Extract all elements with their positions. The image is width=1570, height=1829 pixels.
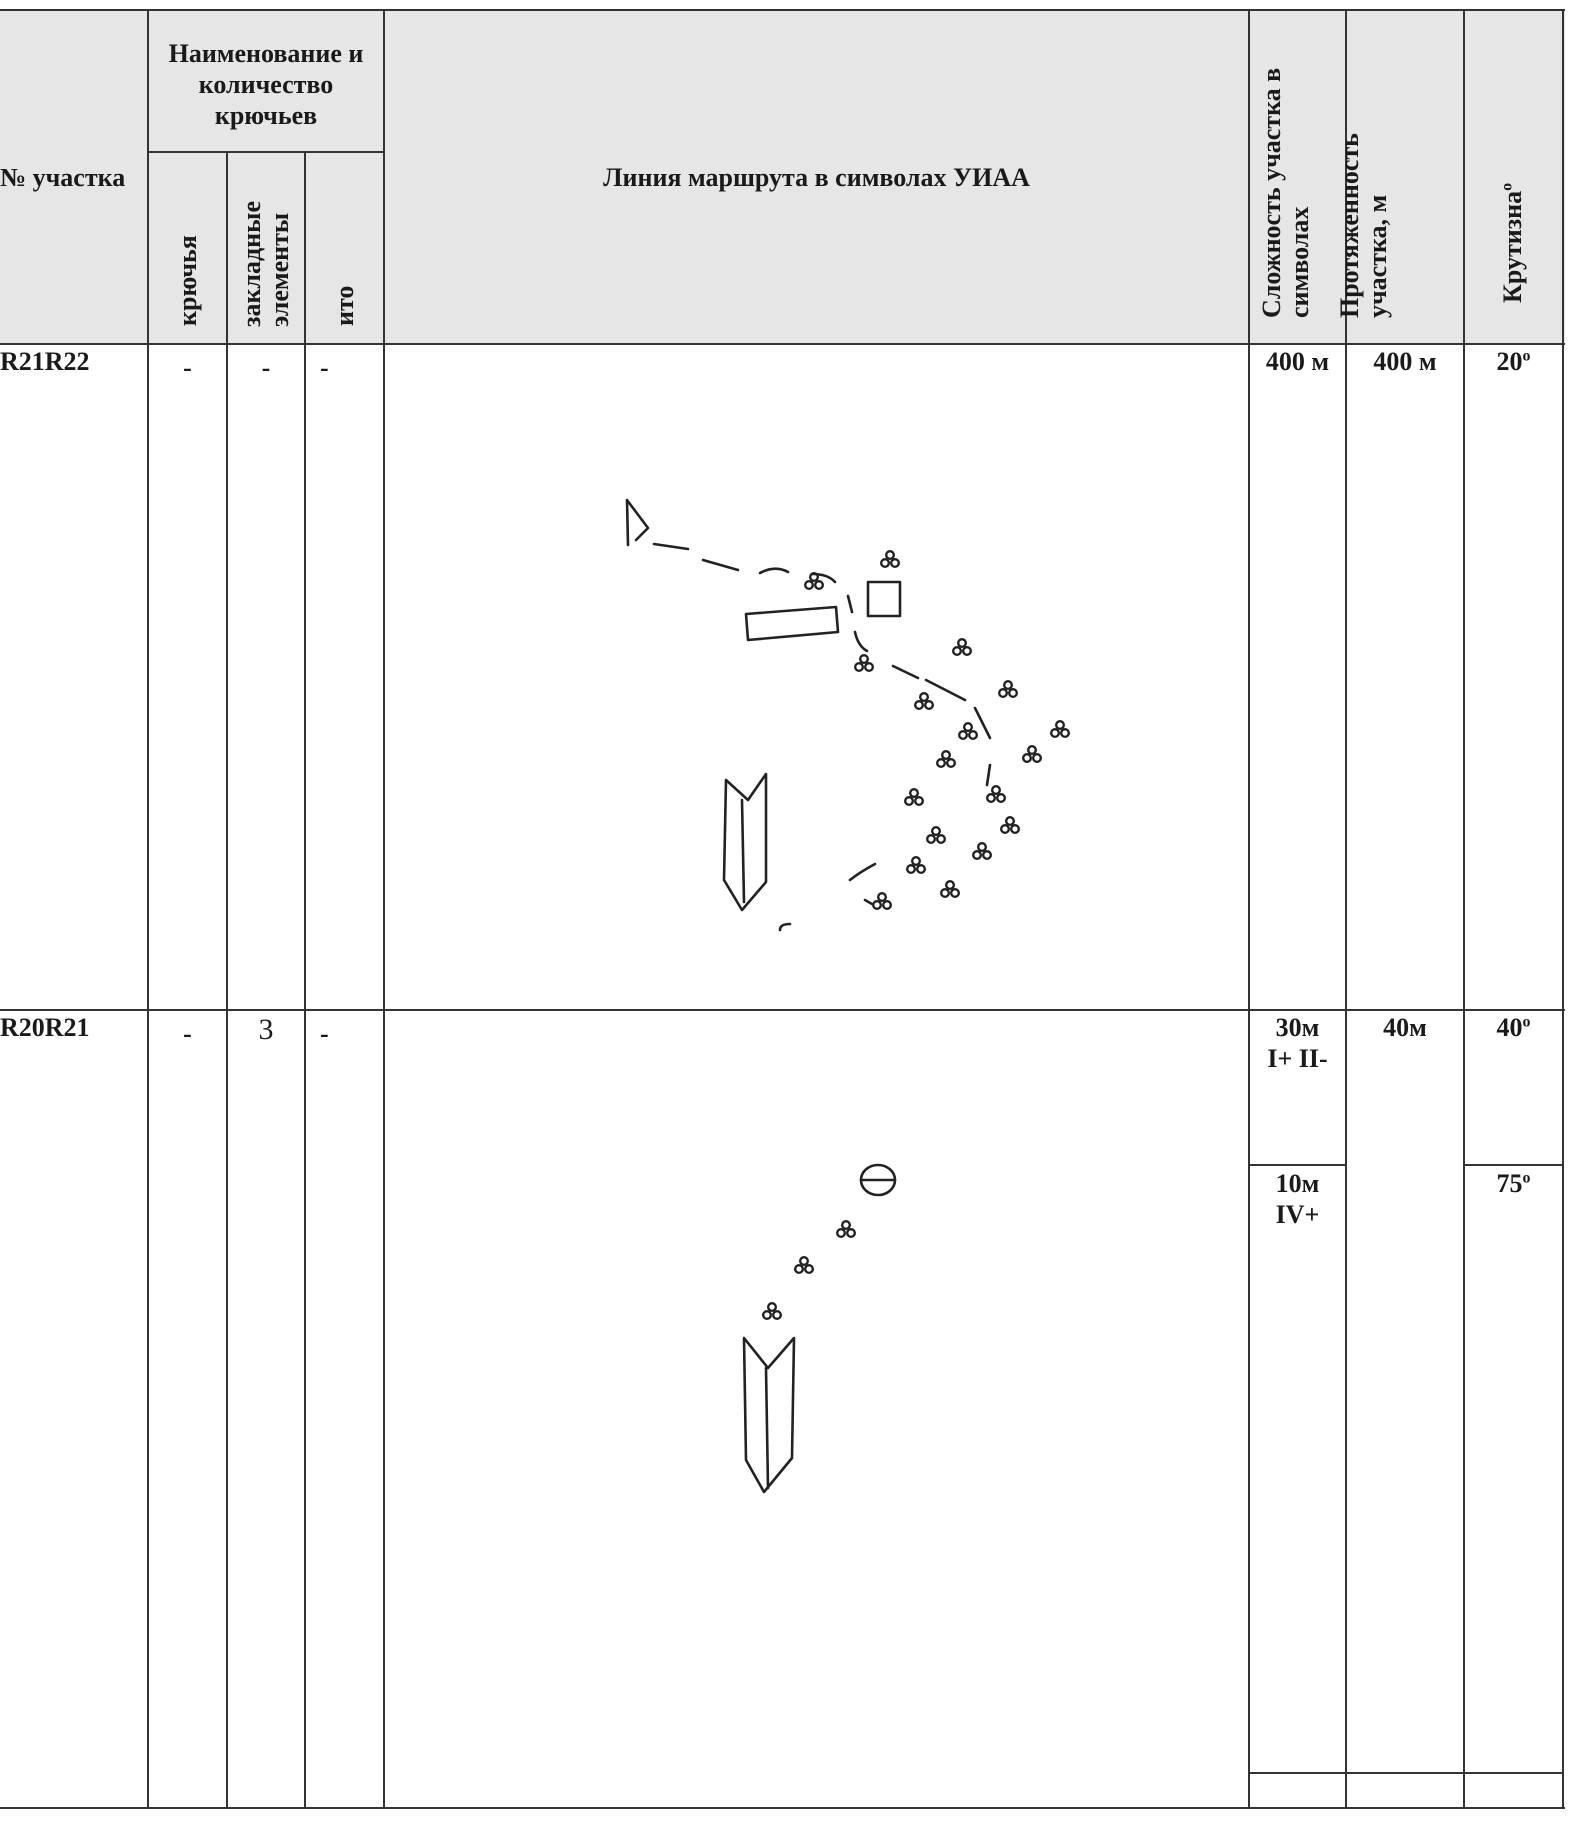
route-dashed-line	[654, 544, 990, 930]
row2-steepness-value-1: 40	[1496, 1013, 1523, 1042]
steepness-header-text: Крутизна	[1498, 190, 1527, 303]
degree-sign: о	[1522, 1169, 1531, 1187]
chocks-column-header: закладные элементы	[237, 201, 294, 327]
row2-ito: -	[320, 1019, 329, 1048]
difficulty-header: Сложность участка в символах	[1257, 67, 1314, 318]
section-no-header: № участка	[0, 163, 126, 192]
dihedral-icon	[724, 774, 766, 910]
row2-difficulty-grade-1: I+ II-	[1267, 1044, 1328, 1073]
scree-icon	[763, 1221, 855, 1319]
row2-difficulty-length-2: 10м	[1275, 1169, 1320, 1198]
degree-sign: о	[1522, 1013, 1531, 1031]
row1-difficulty: 400 м	[1265, 347, 1330, 376]
row1-pitons: -	[183, 353, 192, 382]
dihedral-icon	[744, 1338, 794, 1492]
flag-icon	[627, 500, 648, 545]
row2-difficulty-length-1: 30м	[1275, 1013, 1320, 1042]
pitons-column-header: крючья	[173, 235, 202, 326]
route-line-header: Линия маршрута в символах УИАА	[603, 163, 1030, 192]
row2-steepness-value-2: 75	[1496, 1169, 1523, 1198]
ito-column-header: ито	[330, 285, 359, 326]
row2-pitons: -	[183, 1019, 192, 1048]
row1-section: R21R22	[0, 347, 90, 376]
row1-length: 400 м	[1373, 347, 1437, 376]
row2-section: R20R21	[0, 1013, 90, 1042]
row1-chocks: -	[261, 353, 271, 382]
row2-chocks: 3	[258, 1013, 274, 1046]
rock-block-icon	[746, 607, 838, 640]
row2-length: 40м	[1383, 1013, 1427, 1042]
row2-route-sketch	[744, 1165, 895, 1492]
scree-icon	[805, 551, 1069, 909]
length-header: Протяженность участка, м	[1335, 133, 1392, 318]
row1-steepness-value: 20	[1496, 347, 1523, 376]
anchor-icon	[861, 1165, 895, 1195]
row2-difficulty-grade-2: IV+	[1275, 1200, 1320, 1229]
row1-route-sketch	[627, 500, 1069, 930]
pitons-group-header: Наименование и количество крючьев	[168, 39, 364, 130]
degree-sign: о	[1522, 347, 1531, 365]
row1-ito: -	[320, 353, 329, 382]
degree-sign: о	[1498, 182, 1516, 191]
boulder-icon	[868, 582, 900, 616]
